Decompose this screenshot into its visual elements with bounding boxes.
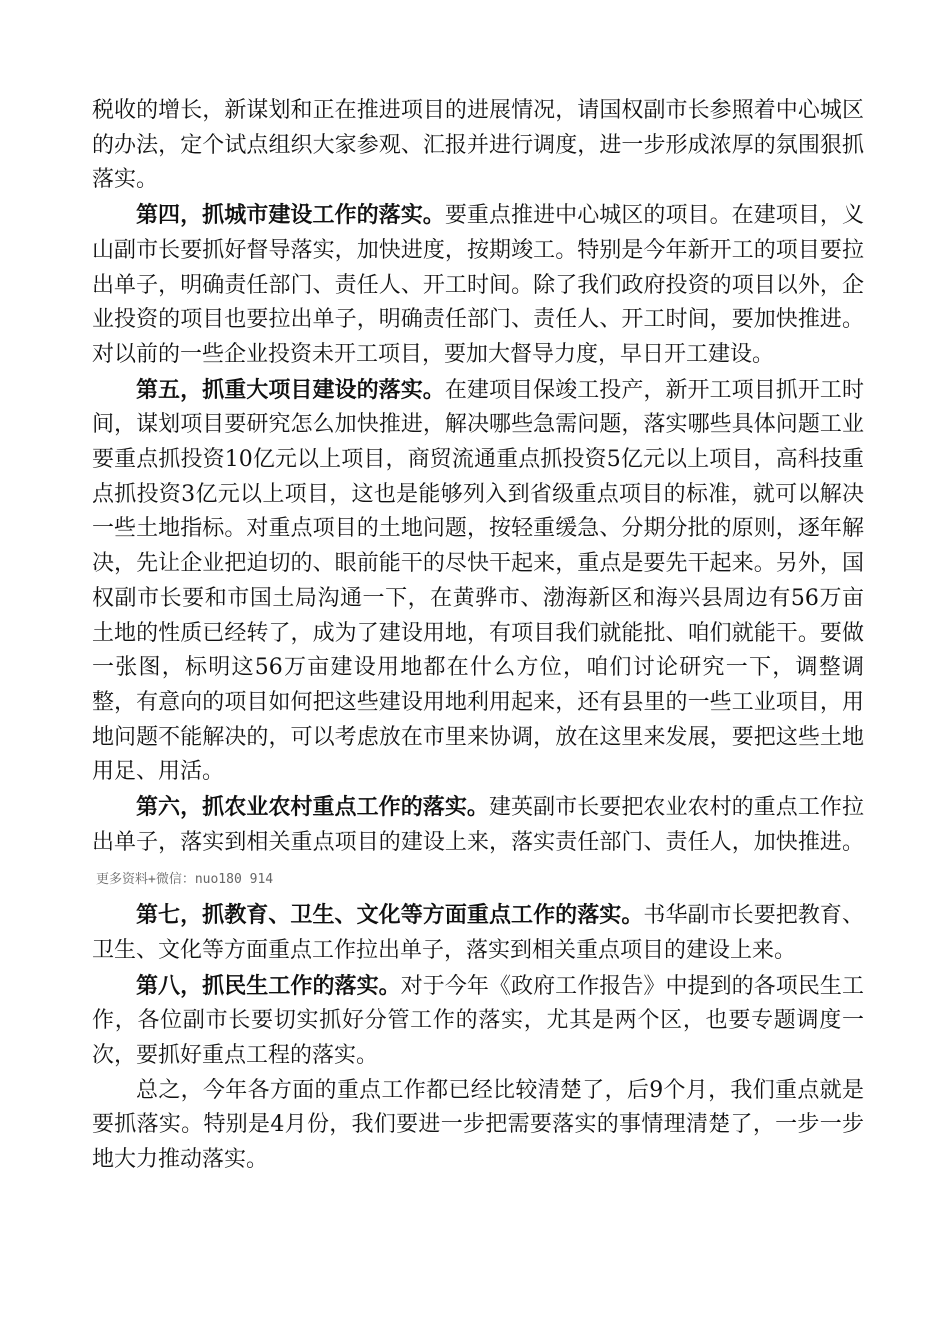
paragraph-text: 在建项目保竣工投产，新开工项目抓开工时间，谋划项目要研究怎么加快推进，解决哪些急需问题，落实哪些具体问题工业要重点抓投资10亿元以上项目，商贸流通重点抓投资5亿元以上项目，高科技重点抓投资3亿元以上项目，这也是能够列入到省级重点项目的标准，就可以解决一些土地指标。对重点项目的土地问题，按轻重缓急、分期分批的原则，逐年解决，先让企业把迫切的、眼前能干的尽快干起来，重点是要先干起来。另外，国权副市长要和市国土局沟通一下，在黄骅市、渤海新区和海兴县周边有56万亩土地的性质已经转了，成为了建设用地，有项目我们就能批、咱们就能干。要做一张图，标明这56万亩建设用地都在什么方位，咱们讨论研究一下，调整调整，有意向的项目如何把这些建设用地利用起来，还有县里的一些工业项目，用地问题不能解决的，可以考虑放在市里来协调，放在这里来发展，要把这些土地用足、用活。 <box>92 377 864 785</box>
paragraph-section-8 <box>92 969 864 1074</box>
paragraph-text: 税收的增长，新谋划和正在推进项目的进展情况，请国权副市长参照着中心城区的办法，定个试点组织大家参观、汇报并进行调度，进一步形成浓厚的氛围狠抓落实。 <box>92 98 864 193</box>
section-heading: 第五，抓重大项目建设的落实。 <box>136 376 445 403</box>
document-page <box>92 94 864 1178</box>
watermark-text: 更多资料+微信：nuo180 914 <box>96 872 274 888</box>
paragraph-text: 建英副市长要把农业农村的重点工作拉出单子，落实到相关重点项目的建设上来，落实责任部门、责任人，加快推进。 <box>92 795 864 855</box>
section-heading: 第七，抓教育、卫生、文化等方面重点工作的落实。 <box>136 902 644 929</box>
paragraph-1 <box>92 94 864 198</box>
section-heading: 第四，抓城市建设工作的落实。 <box>136 202 445 229</box>
paragraph-section-6 <box>92 790 864 898</box>
paragraph-section-7 <box>92 898 864 968</box>
paragraph-text: 书华副市长要把教育、卫生、文化等方面重点工作拉出单子，落实到相关重点项目的建设上来。 <box>92 903 864 963</box>
paragraph-conclusion <box>92 1074 864 1178</box>
paragraph-text: 对于今年《政府工作报告》中提到的各项民生工作，各位副市长要切实抓好分管工作的落实，尤其是两个区，也要专题调度一次，要抓好重点工程的落实。 <box>92 973 864 1068</box>
paragraph-section-4 <box>92 198 864 373</box>
section-heading: 第六，抓农业农村重点工作的落实。 <box>136 794 489 821</box>
paragraph-text: 要重点推进中心城区的项目。在建项目，义山副市长要抓好督导落实，加快进度，按期竣工。特别是今年新开工的项目要拉出单子，明确责任部门、责任人、开工时间。除了我们政府投资的项目以外，企业投资的项目也要拉出单子，明确责任部门、责任人、开工时间，要加快推进。对以前的一些企业投资未开工项目，要加大督导力度，早日开工建设。 <box>92 203 864 367</box>
paragraph-text: 总之，今年各方面的重点工作都已经比较清楚了，后9个月，我们重点就是要抓落实。特别是4月份，我们要进一步把需要落实的事情理清楚了，一步一步地大力推动落实。 <box>92 1077 864 1173</box>
section-heading: 第八，抓民生工作的落实。 <box>136 972 401 999</box>
paragraph-section-5 <box>92 373 864 790</box>
